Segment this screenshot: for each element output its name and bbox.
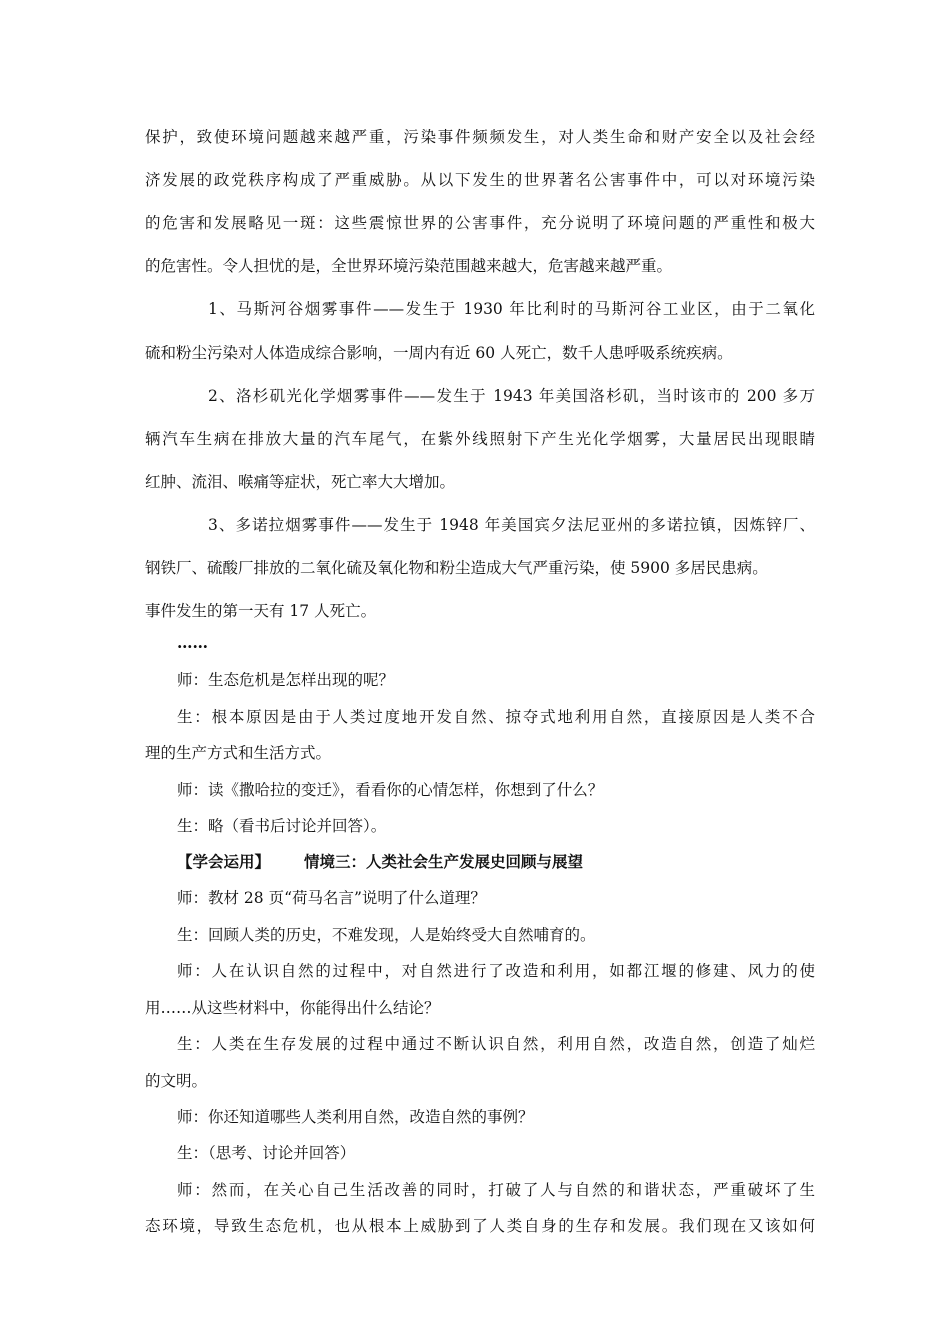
dialogue-line: 师：然而，在关心自己生活改善的同时，打破了人与自然的和谐状态，严重破坏了生 [177,1181,815,1199]
event-1-line: 硫和粉尘污染对人体造成综合影响，一周内有近 60 人死亡，数千人患呼吸系统疾病。 [145,344,733,362]
dialogue-line: 态环境，导致生态危机，也从根本上威胁到了人类自身的生存和发展。我们现在又该如何 [145,1217,815,1235]
event-1-line: 1、马斯河谷烟雾事件——发生于 1930 年比利时的马斯河谷工业区，由于二氧化 [208,300,815,318]
section-heading [177,852,815,872]
dialogue-line: 师：读《撒哈拉的变迁》，看看你的心情怎样，你想到了什么？ [177,781,604,799]
dialogue-line: 理的生产方式和生活方式。 [145,744,332,762]
intro-line: 的危害性。令人担忧的是，全世界环境污染范围越来越大，危害越来越严重。 [145,257,673,275]
dialogue-line: 生：人类在生存发展的过程中通过不断认识自然，利用自然，改造自然，创造了灿烂 [177,1035,815,1053]
intro-line: 济发展的政党秩序构成了严重威胁。从以下发生的世界著名公害事件中，可以对环境污染 [145,171,815,189]
dialogue-line: 师：教材 28 页“荷马名言”说明了什么道理？ [177,889,486,907]
event-2-line: 红肿、流泪、喉痛等症状，死亡率大大增加。 [145,473,456,491]
section-title: 情境三：人类社会生产发展史回顾与展望 [304,852,584,871]
event-3-line: 钢铁厂、硫酸厂排放的二氧化硫及氧化物和粉尘造成大气严重污染，使 5900 多居民患病。 [145,559,768,577]
event-3-line: 3、多诺拉烟雾事件——发生于 1948 年美国宾夕法尼亚州的多诺拉镇，因炼锌厂、 [208,516,815,534]
intro-line: 保护，致使环境问题越来越严重，污染事件频频发生，对人类生命和财产安全以及社会经 [145,128,815,146]
dialogue-line: 生：（思考、讨论并回答） [177,1144,356,1162]
section-tag: 【学会运用】 [177,852,271,871]
dialogue-line: 用……从这些材料中，你能得出什么结论？ [145,999,440,1017]
ellipsis: …… [177,633,208,652]
dialogue-line: 师：你还知道哪些人类利用自然，改造自然的事例？ [177,1108,534,1126]
dialogue-line: 的文明。 [145,1072,208,1090]
dialogue-line: 生：根本原因是由于人类过度地开发自然、掠夺式地利用自然，直接原因是人类不合 [177,708,815,726]
event-3-line: 事件发生的第一天有 17 人死亡。 [145,602,377,620]
dialogue-line: 师：人在认识自然的过程中，对自然进行了改造和利用，如都江堰的修建、风力的使 [177,962,815,980]
dialogue-line: 生：略（看书后讨论并回答）。 [177,817,387,835]
dialogue-line: 生：回顾人类的历史，不难发现，人是始终受大自然哺育的。 [177,926,596,944]
event-2-line: 辆汽车生病在排放大量的汽车尾气，在紫外线照射下产生光化学烟雾，大量居民出现眼睛 [145,430,815,448]
dialogue-line: 师：生态危机是怎样出现的呢？ [177,671,395,689]
intro-line: 的危害和发展略见一斑：这些震惊世界的公害事件，充分说明了环境问题的严重性和极大 [145,214,815,232]
event-2-line: 2、洛杉矶光化学烟雾事件——发生于 1943 年美国洛杉矶，当时该市的 200 多万 [208,387,815,405]
